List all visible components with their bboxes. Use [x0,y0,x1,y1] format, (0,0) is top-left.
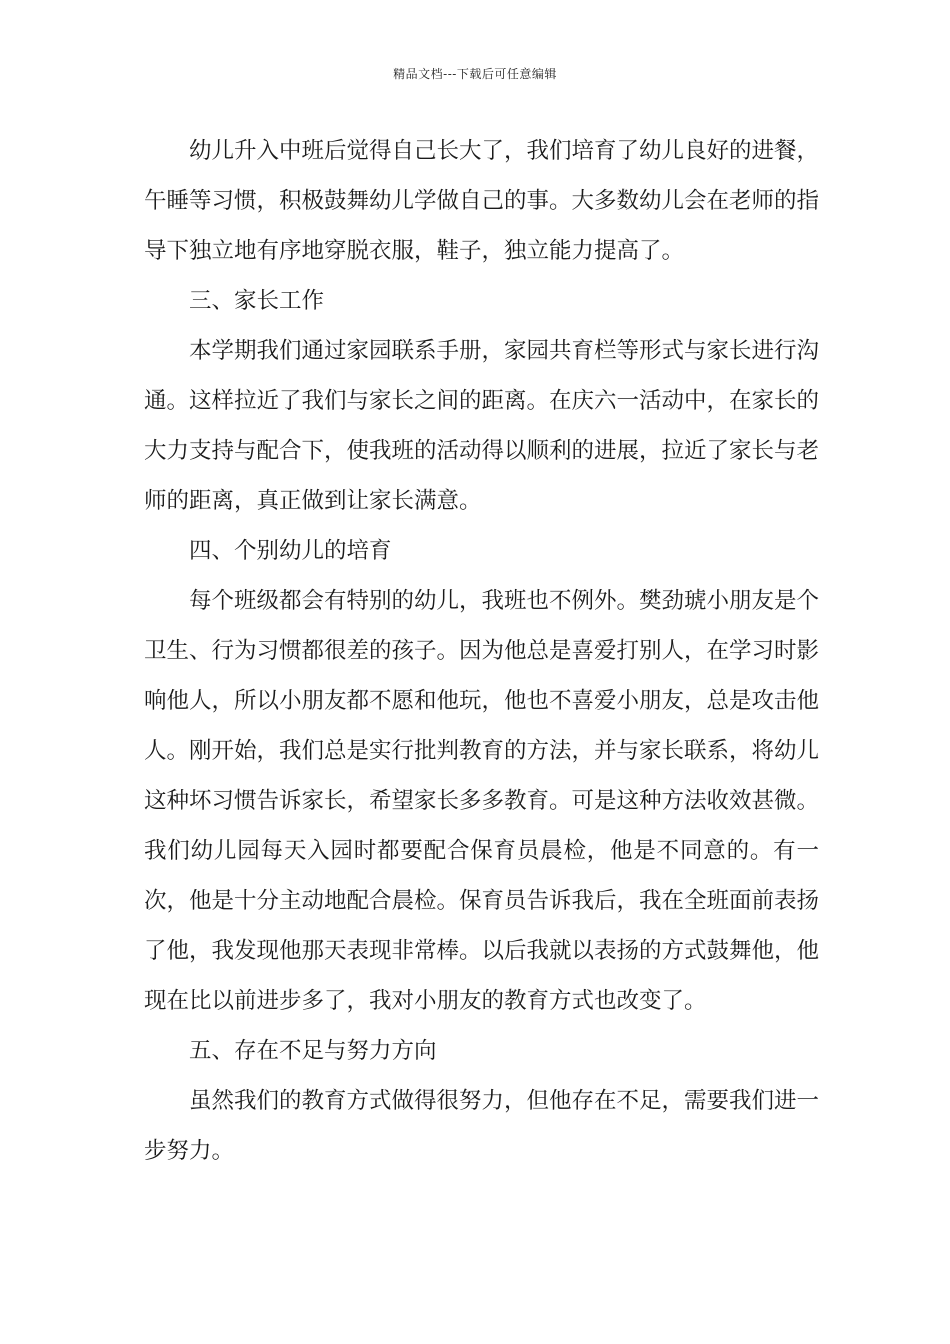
section-heading-shortcomings: 五、存在不足与努力方向 [189,1038,437,1064]
section-heading-individual-children: 四、个别幼儿的培育 [189,538,392,564]
section-heading-parent-work: 三、家长工作 [189,288,325,314]
paragraph-parent-work: 本学期我们通过家园联系手册，家园共育栏等形式与家长进行沟通。这样拉近了我们与家长之间的距离。在庆六一活动中，在家长的大力支持与配合下，使我班的活动得以顺利的进展，拉近了家长与老师的距离，真正做到让家长满意。 [144,338,820,514]
document-body [144,126,819,1176]
paragraph-individual-children: 每个班级都会有特别的幼儿，我班也不例外。樊劲琥小朋友是个卫生、行为习惯都很差的孩子。因为他总是喜爱打别人，在学习时影响他人，所以小朋友都不愿和他玩，他也不喜爱小朋友，总是攻击他人。刚开始，我们总是实行批判教育的方法，并与家长联系，将幼儿这种坏习惯告诉家长，希望家长多多教育。可是这种方法收效甚微。我们幼儿园每天入园时都要配合保育员晨检，他是不同意的。有一次，他是十分主动地配合晨检。保育员告诉我后，我在全班面前表扬了他，我发现他那天表现非常棒。以后我就以表扬的方式鼓舞他，他现在比以前进步多了，我对小朋友的教育方式也改变了。 [144,588,820,1014]
paragraph-shortcomings: 虽然我们的教育方式做得很努力，但他存在不足，需要我们进一步努力。 [144,1088,820,1164]
paragraph-self-care: 幼儿升入中班后觉得自己长大了，我们培育了幼儿良好的进餐，午睡等习惯，积极鼓舞幼儿学做自己的事。大多数幼儿会在老师的指导下独立地有序地穿脱衣服，鞋子，独立能力提高了。 [144,138,820,264]
page-header: 精品文档---下载后可任意编辑 [393,67,557,81]
